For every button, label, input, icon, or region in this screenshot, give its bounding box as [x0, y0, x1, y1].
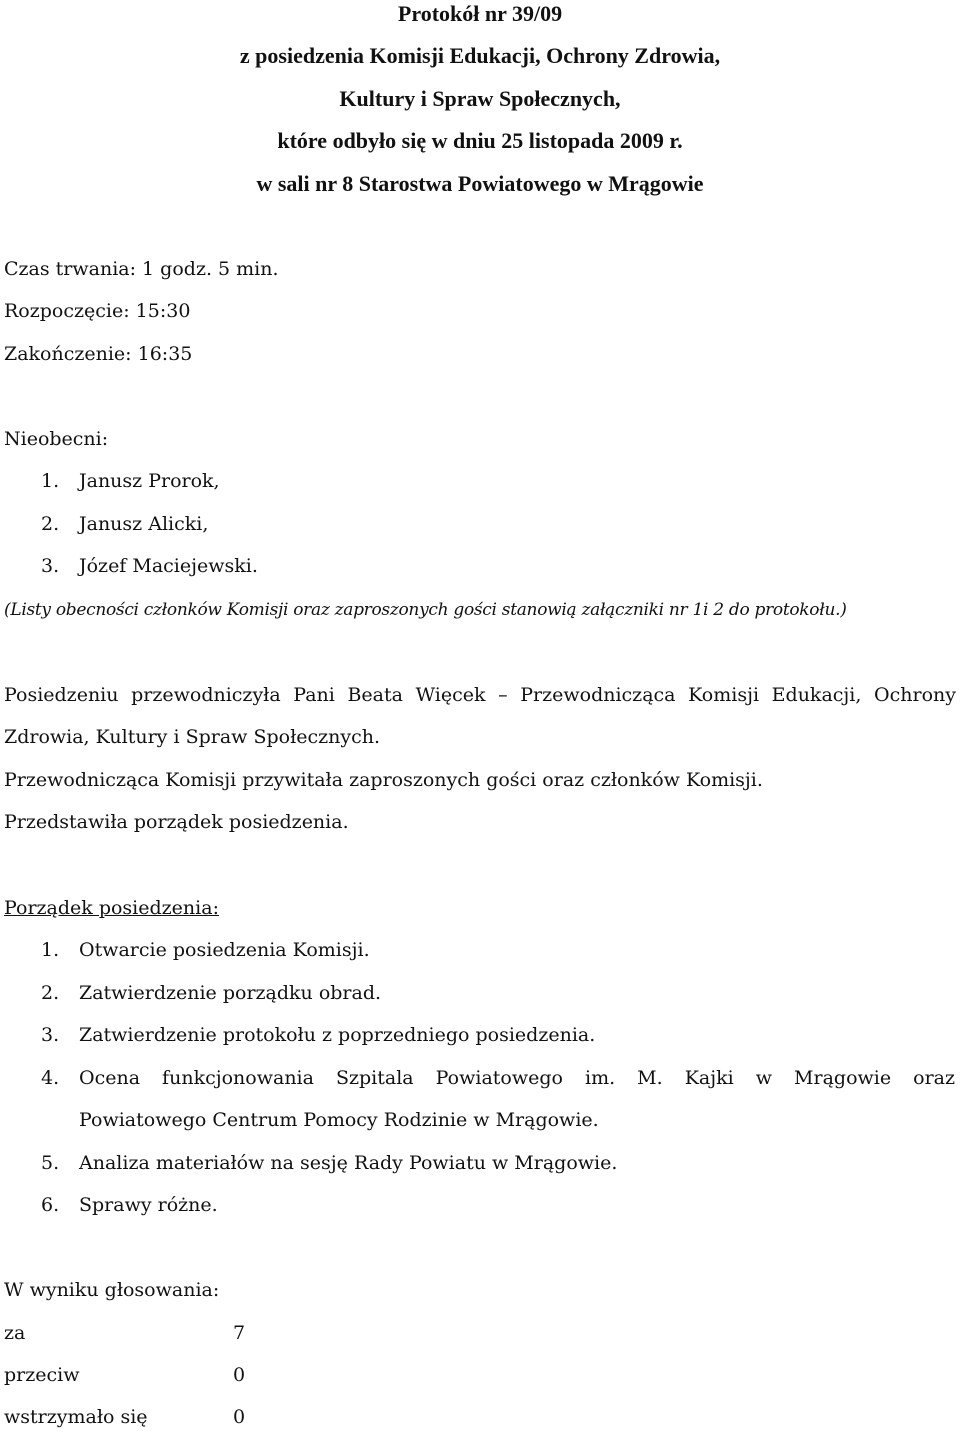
- absent-item-name: Janusz Alicki,: [79, 513, 209, 535]
- agenda-intro-paragraph: Przedstawiła porządek posiedzenia.: [4, 811, 349, 833]
- absent-item-number: 2.: [41, 513, 60, 535]
- title-location: w sali nr 8 Starostwa Powiatowego w Mrągowie: [256, 171, 704, 196]
- vote-row-label: wstrzymało się: [4, 1406, 148, 1428]
- agenda-item-text: Analiza materiałów na sesję Rady Powiatu w Mrągowie.: [79, 1152, 618, 1174]
- absent-item-number: 1.: [41, 470, 60, 492]
- title-committee-cont: Kultury i Spraw Społecznych,: [339, 86, 621, 111]
- vote-row-label: przeciw: [4, 1364, 80, 1386]
- agenda-item-number: 5.: [41, 1152, 60, 1174]
- chair-paragraph-line2: Zdrowia, Kultury i Spraw Społecznych.: [4, 726, 381, 748]
- agenda-item-text: Sprawy różne.: [79, 1194, 218, 1216]
- agenda-item-text: Zatwierdzenie protokołu z poprzedniego posiedzenia.: [79, 1024, 596, 1046]
- chair-paragraph-line1: Posiedzeniu przewodniczyła Pani Beata Więcek – Przewodnicząca Komisji Edukacji, Ochrony: [4, 684, 956, 706]
- vote-row-label: za: [4, 1322, 26, 1344]
- agenda-heading: Porządek posiedzenia:: [4, 897, 219, 919]
- end-time-text: Zakończenie: 16:35: [4, 343, 193, 365]
- welcome-paragraph: Przewodnicząca Komisji przywitała zaproszonych gości oraz członków Komisji.: [4, 769, 763, 791]
- agenda-item-text: Zatwierdzenie porządku obrad.: [79, 982, 382, 1004]
- absent-item-name: Janusz Prorok,: [79, 470, 220, 492]
- absent-item-name: Józef Maciejewski.: [79, 555, 258, 577]
- agenda-item-text-cont: Powiatowego Centrum Pomocy Rodzinie w Mrągowie.: [79, 1109, 599, 1131]
- agenda-item-text: Ocena funkcjonowania Szpitala Powiatowego im. M. Kajki w Mrągowie oraz: [79, 1067, 955, 1089]
- duration-text: Czas trwania: 1 godz. 5 min.: [4, 258, 279, 280]
- absent-label: Nieobecni:: [4, 428, 109, 450]
- absent-item-number: 3.: [41, 555, 60, 577]
- vote-row-value: 7: [233, 1322, 246, 1344]
- title-date: które odbyło się w dniu 25 listopada 2009 r.: [277, 128, 683, 153]
- title-committee: z posiedzenia Komisji Edukacji, Ochrony Zdrowia,: [239, 43, 721, 68]
- vote-row-value: 0: [233, 1364, 246, 1386]
- agenda-item-number: 3.: [41, 1024, 60, 1046]
- agenda-item-number: 4.: [41, 1067, 60, 1089]
- agenda-item-text: Otwarcie posiedzenia Komisji.: [79, 939, 370, 961]
- start-time-text: Rozpoczęcie: 15:30: [4, 300, 191, 322]
- attendance-note: (Listy obecności członków Komisji oraz zaproszonych gości stanowią załączniki nr 1i 2 do protokołu.): [4, 600, 847, 620]
- agenda-item-number: 2.: [41, 982, 60, 1004]
- title-protocol-number: Protokół nr 39/09: [397, 1, 563, 26]
- agenda-item-number: 1.: [41, 939, 60, 961]
- vote-label: W wyniku głosowania:: [4, 1279, 220, 1301]
- agenda-item-number: 6.: [41, 1194, 60, 1216]
- vote-row-value: 0: [233, 1406, 246, 1428]
